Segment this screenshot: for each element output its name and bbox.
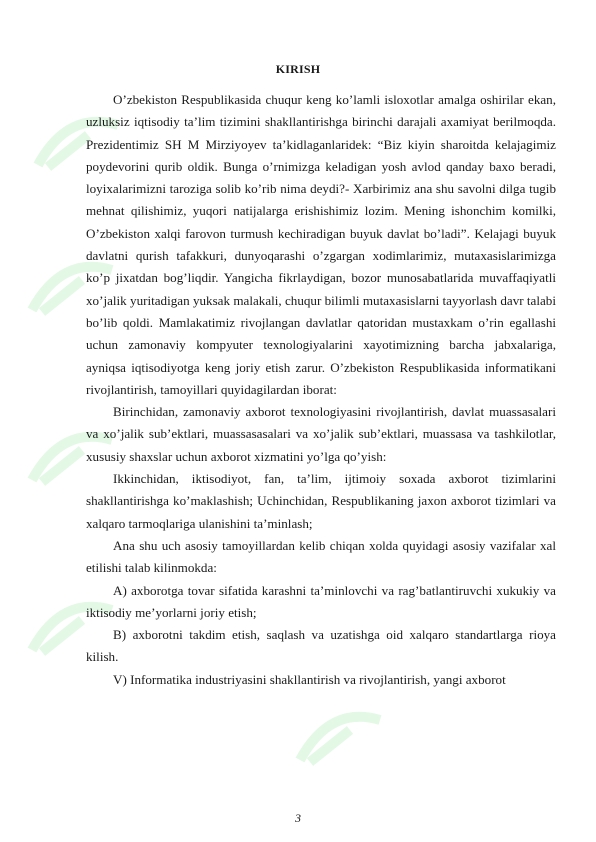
watermark-logo [290,700,390,770]
page-number: 3 [295,811,301,825]
page-title: KIRISH [275,62,321,76]
paragraph: V) Informatika industriyasini shakllantirish va rivojlantirish, yangi axborot [113,671,506,687]
paragraph: A) axborotga tovar sifatida karashni ta’minlovchi va rag’batlantiruvchi xukukiy va iktisodiy me’yorlarni joriy etish; [86,582,556,620]
paragraph: Birinchidan, zamonaviy axborot texnologiyasini rivojlantirish, davlat muassasalari va xo’jalik sub’ektlari, muassasasalari va xo’jalik sub’ektlari, muassasa va tashkilotlar, xususiy shaxslar uchun axborot xizmatini yo’lga qo’yish: [86,404,556,464]
paragraph: B) axborotni takdim etish, saqlash va uzatishga oid xalqaro standartlarga rioya kilish. [86,627,556,665]
paragraph: Ana shu uch asosiy tamoyillardan kelib chiqan xolda quyidagi asosiy vazifalar xal etilishi talab kilinmokda: [86,537,556,576]
paragraph: Ikkinchidan, iktisodiyot, fan, ta’lim, ijtimoiy soxada axborot tizimlarini shakllantirishga ko’maklashish; Uchinchidan, Respublikaning jaxon axborot tizimlari va xalqaro tarmoqlariga ulanishini ta’minlash; [86,471,556,531]
document-body [86,89,556,691]
paragraph: O’zbekiston Respublikasida chuqur keng ko’lamli isloxotlar amalga oshirilar ekan, uzluksiz iqtisodiy ta’lim tizimini shakllantirishga birinchi darajali axamiyat berilmoqda. Prezidentimiz SH M Mirziyoyev ta’kidlaganlaridek: “Biz kiyin sharoitda kelajagimiz poydevorini qurib oldik. Bunga o’rnimizga keladigan yosh avlod qanday baxo beradi, loyixalarimizni taroziga solib ko’rib nima deydi?- Xarbirimiz ana shu savolni dilga tugib mehnat qilishimiz, yuqori natijalarga erishishimiz lozim. Mening ishonchim komilki, O’zbekiston xalqi farovon turmush kechiradigan buyuk davlat bo’ladi”. Kelajagi buyuk davlatni qurish tafakkuri, dunyoqarashi o’zgargan xodimlarimiz, mutaxasislarimizga ko’p jixatdan bog’liqdir. Yangicha fikrlaydigan, bozor munosabatlarida muvaffaqiyatli xo’jalik yuritadigan yuksak malakali, chuqur bilimli mutaxasislarni tayyorlash davr talabi bo’lib qoldi. Mamlakatimiz rivojlangan davlatlar qatoridan mustaxkam o’rin egallashi uchun zamonaviy kompyuter texnologiyalarini xayotimizning barcha jabxalariga, ayniqsa iqtisodiyotga keng joriy etish zarur. O’zbekiston Respublikasida informatikani rivojlantirish, tamoyillari quyidagilardan iborat: [86,92,556,397]
